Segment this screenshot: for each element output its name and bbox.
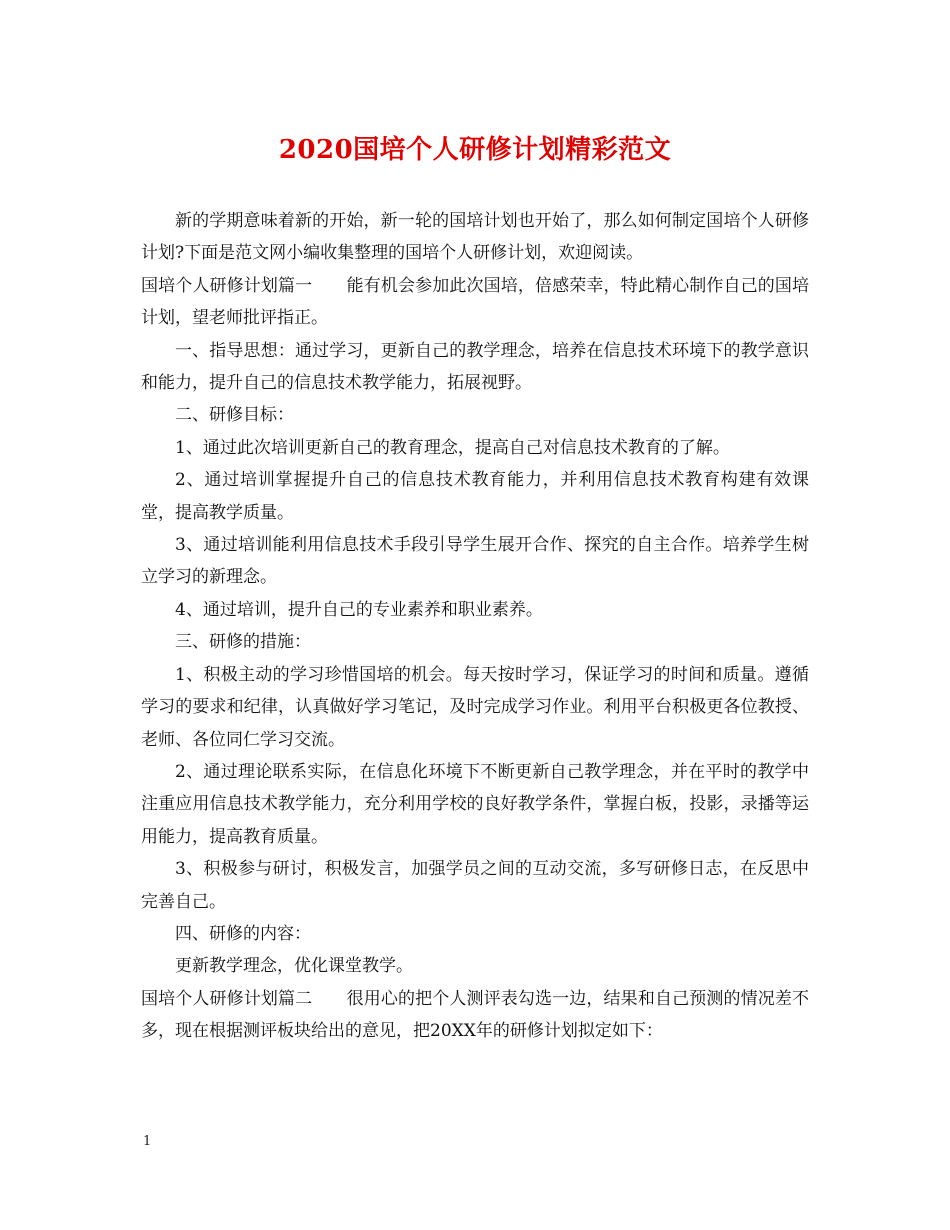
document-body: [141, 205, 809, 1048]
paragraph-measure-1: 1、积极主动的学习珍惜国培的机会。每天按时学习，保证学习的时间和质量。遵循学习的要求和纪律，认真做好学习笔记，及时完成学习作业。利用平台积极更各位教授、老师、各位同仁学习交流。: [141, 664, 809, 750]
paragraph-goal-2: 2、通过培训掌握提升自己的信息技术教育能力，并利用信息技术教育构建有效课堂，提高教学质量。: [141, 470, 809, 523]
paragraph-measure-3: 3、积极参与研讨，积极发言，加强学员之间的互动交流，多写研修日志，在反思中完善自己。: [141, 859, 809, 912]
paragraph-goal-4: 4、通过培训，提升自己的专业素养和职业素养。: [175, 599, 543, 620]
document-title: 2020国培个人研修计划精彩范文: [278, 135, 672, 165]
paragraph-intro: 新的学期意味着新的开始，新一轮的国培计划也开始了，那么如何制定国培个人研修计划?下面是范文网小编收集整理的国培个人研修计划，欢迎阅读。: [141, 211, 809, 264]
paragraph-content: 更新教学理念，优化课堂教学。: [175, 956, 413, 977]
paragraph-goal-3: 3、通过培训能利用信息技术手段引导学生展开合作、探究的自主合作。培养学生树立学习的新理念。: [141, 535, 809, 588]
heading-measures: 三、研修的措施：: [175, 632, 311, 653]
paragraph-plan-one: 国培个人研修计划篇一 能有机会参加此次国培，倍感荣幸，特此精心制作自己的国培计划，望老师批评指正。: [141, 275, 809, 329]
paragraph-plan-two: 国培个人研修计划篇二 很用心的把个人测评表勾选一边，结果和自己预测的情况差不多，现在根据测评板块给出的意见，把20XX年的研修计划拟定如下：: [141, 988, 809, 1042]
heading-content: 四、研修的内容：: [175, 923, 311, 944]
paragraph-goal-1: 1、通过此次培训更新自己的教育理念，提高自己对信息技术教育的了解。: [175, 437, 730, 458]
paragraph-measure-2: 2、通过理论联系实际，在信息化环境下不断更新自己教学理念，并在平时的教学中注重应用信息技术教学能力，充分利用学校的良好教学条件，掌握白板，投影，录播等运用能力，提高教育质量。: [141, 761, 809, 847]
heading-goals: 二、研修目标：: [175, 405, 294, 426]
page-number: 1: [143, 1134, 152, 1149]
paragraph-guiding-idea: 一、指导思想：通过学习，更新自己的教学理念，培养在信息技术环境下的教学意识和能力，提升自己的信息技术教学能力，拓展视野。: [141, 340, 809, 394]
